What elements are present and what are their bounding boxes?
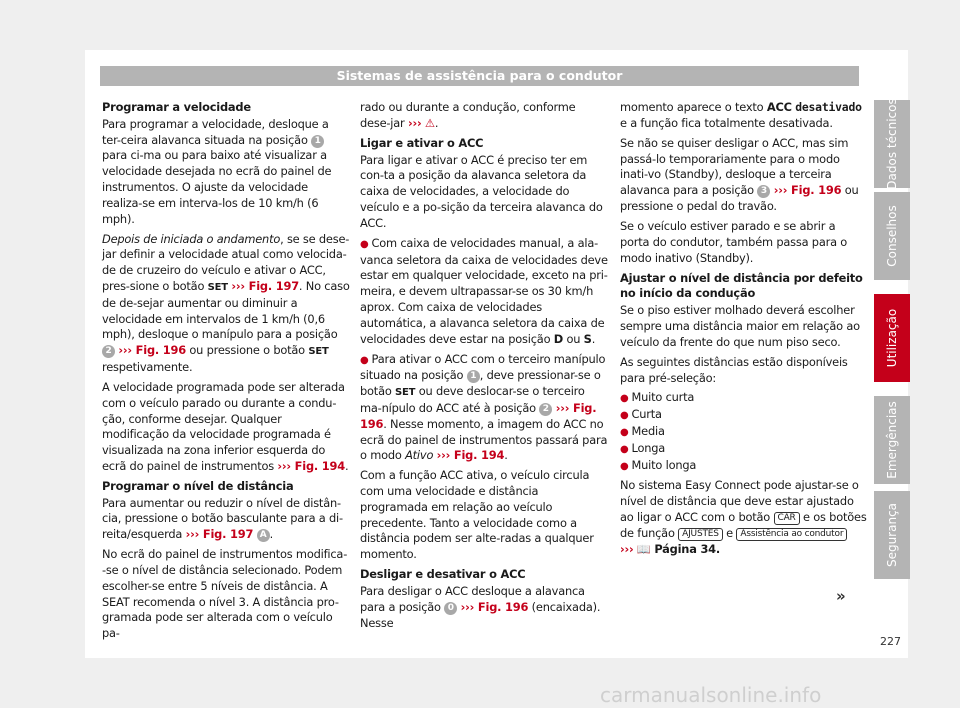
tab-seguranca[interactable]: Segurança <box>874 491 910 579</box>
paragraph: As seguintes distâncias estão disponíveis para pré-seleção: <box>620 354 848 385</box>
paragraph: Para aumentar ou reduzir o nível de distân-cia, pressione o botão basculante para a di-reita/esquerda ››› Fig. 197 A . <box>102 495 343 542</box>
page-header: Sistemas de assistência para o condutor <box>100 66 859 86</box>
paragraph: Se o piso estiver molhado deverá escolher sempre uma distância maior em relação ao veículo da frente do que num piso seco. <box>620 303 860 349</box>
list-item: ● Muito longa <box>620 457 697 472</box>
continued-marker: » <box>836 587 846 605</box>
list-item: ● Longa <box>620 440 666 455</box>
figure-link[interactable]: ››› Fig. 194 <box>436 448 505 463</box>
figure-link[interactable]: ››› Fig. 196 <box>460 599 529 614</box>
paragraph: A velocidade programada pode ser alterada com o veículo parado ou durante a condu-ção, conforme desejar. Qualquer modificação da velocidade programada é visualizada na zona inferior esquerda do ecrã do painel de instrumentos ››› Fig. 194. <box>102 379 349 473</box>
set-icon: SET <box>308 346 329 358</box>
column-3 <box>620 100 868 562</box>
callout-1: 1 <box>467 370 480 383</box>
paragraph: Para programar a velocidade, desloque a ter-ceira alavanca situada na posição 1 para ci-ma ou para baixo até visualizar a velocidade desejada no ecrã do painel de instrumentos. O ajuste da velocidade realiza-se em interva-los de 10 km/h (6 mph). <box>102 116 332 226</box>
paragraph: Se não se quiser desligar o ACC, mas sim passá-lo temporariamente para o modo inati-vo (Standby), desloque a terceira alavanca para a posição 3 ››› Fig. 196 ou pressione o pedal do travão. <box>620 135 859 213</box>
heading: Programar a velocidade <box>102 100 251 114</box>
paragraph: Para desligar o ACC desloque a alavanca para a posição 0 ››› Fig. 196 (encaixada). Nesse <box>360 584 601 630</box>
watermark: carmanualsonline.info <box>600 683 822 707</box>
tab-conselhos[interactable]: Conselhos <box>874 192 910 280</box>
figure-link[interactable]: ››› Fig. 196 <box>773 183 842 198</box>
set-icon: SET <box>395 387 416 399</box>
heading: Ligar e ativar o ACC <box>360 135 484 150</box>
distance-list <box>620 390 868 474</box>
column-1 <box>102 100 350 646</box>
book-icon: 📖 <box>636 541 651 556</box>
set-icon: SET <box>207 281 228 293</box>
list-item: ● Curta <box>620 407 662 422</box>
figure-link[interactable]: ››› Fig. 196 <box>118 343 186 358</box>
tab-emergencias[interactable]: Emergências <box>874 396 910 484</box>
figure-link[interactable]: ››› Fig. 197 <box>185 527 254 542</box>
list-item: ● Media <box>620 424 665 439</box>
figure-link[interactable]: ››› Fig. 197 <box>231 278 299 293</box>
bullet-icon: ● <box>360 238 369 250</box>
paragraph: Para ligar e ativar o ACC é preciso ter em con-ta a posição da alavanca seletora da caixa de velocidades, a velocidade do veículo e a po-sição da terceira alavanca do ACC. <box>360 152 603 230</box>
paragraph: No ecrã do painel de instrumentos modifica--se o nível de distância selecionado. Podem escolher-se entre 5 níveis de distância. A SEAT recomenda o nível 3. A distância pro-gramada pode ser alterada com o veículo pa- <box>102 547 348 641</box>
figure-link[interactable]: ››› Fig. 196 <box>360 400 597 431</box>
callout-0: 0 <box>444 602 457 615</box>
callout-1: 1 <box>311 135 324 148</box>
paragraph: Depois de iniciada o andamento, se se dese-jar definir a velocidade atual como velocida-de de cruzeiro do veículo e ativar o ACC, pres-sione o botão SET ››› Fig. 197. No caso de de-sejar aumentar ou diminuir a velocidade em intervalos de 1 km/h (0,6 mph), desloque o manípulo para a posição 2 ››› Fig. 196 ou pressione o botão SET respetivamente. <box>102 231 350 374</box>
warning-icon: ⚠ <box>424 115 435 130</box>
callout-a: A <box>257 529 270 542</box>
tab-dados-tecnicos[interactable]: Dados técnicos <box>874 100 910 188</box>
bullet-item: ● Com caixa de velocidades manual, a ala-vanca seletora da caixa de velocidades deve estar em qualquer velocidade, exceto na pri-meira, e devem ultrapassar-se os 30 km/h aprox. Com caixa de velocidades automática, a alavanca seletora da caixa de velocidades deve estar na posição D ou S. <box>360 235 608 346</box>
callout-3: 3 <box>757 185 770 198</box>
heading: Ajustar o nível de distância por defeito no início da condução <box>620 270 863 301</box>
bullet-icon: ● <box>360 354 369 366</box>
paragraph: Com a função ACC ativa, o veículo circula com uma velocidade e distância programada em relação ao veículo precedente. Tanto a velocidade como a distância podem ser alte-radas a qualquer momento. <box>360 468 594 562</box>
bullet-item: ● Para ativar o ACC com o terceiro manípulo situado na posição 1 , deve pressionar-se o botão SET ou deve deslocar-se o terceiro ma-nípulo do ACC até à posição 2 ››› Fig. 196. Nesse momento, a imagem do ACC no ecrã do painel de instrumentos passará para o modo Ativo ››› Fig. 194. <box>360 351 608 463</box>
ajustes-button: AJUSTES <box>678 528 723 541</box>
callout-2: 2 <box>102 345 115 358</box>
paragraph: Se o veículo estiver parado e se abrir a porta do condutor, também passa para o modo inativo (Standby). <box>620 218 848 265</box>
paragraph: momento aparece o texto ACC desativado e a função fica totalmente desativada. <box>620 100 862 130</box>
tab-utilizacao[interactable]: Utilização <box>874 294 910 382</box>
figure-link[interactable]: ››› Fig. 194 <box>277 458 345 473</box>
heading: Programar o nível de distância <box>102 478 294 493</box>
assistencia-button: Assistência ao condutor <box>736 528 847 541</box>
list-item: ● Muito curta <box>620 390 695 405</box>
column-2 <box>360 100 608 636</box>
callout-2: 2 <box>539 403 552 416</box>
page-number: 227 <box>880 635 901 648</box>
paragraph: No sistema Easy Connect pode ajustar-se o nível de distância que deve estar ajustado ao ligar o ACC com o botão CAR e os botões de função AJUSTES e Assistência ao condutor ››› 📖 Página 34. <box>620 478 867 556</box>
car-button-icon: CAR <box>774 512 800 525</box>
heading: Desligar e desativar o ACC <box>360 567 526 582</box>
page-link[interactable]: Página 34. <box>654 541 721 556</box>
paragraph: rado ou durante a condução, conforme dese-jar ››› ⚠. <box>360 100 576 130</box>
